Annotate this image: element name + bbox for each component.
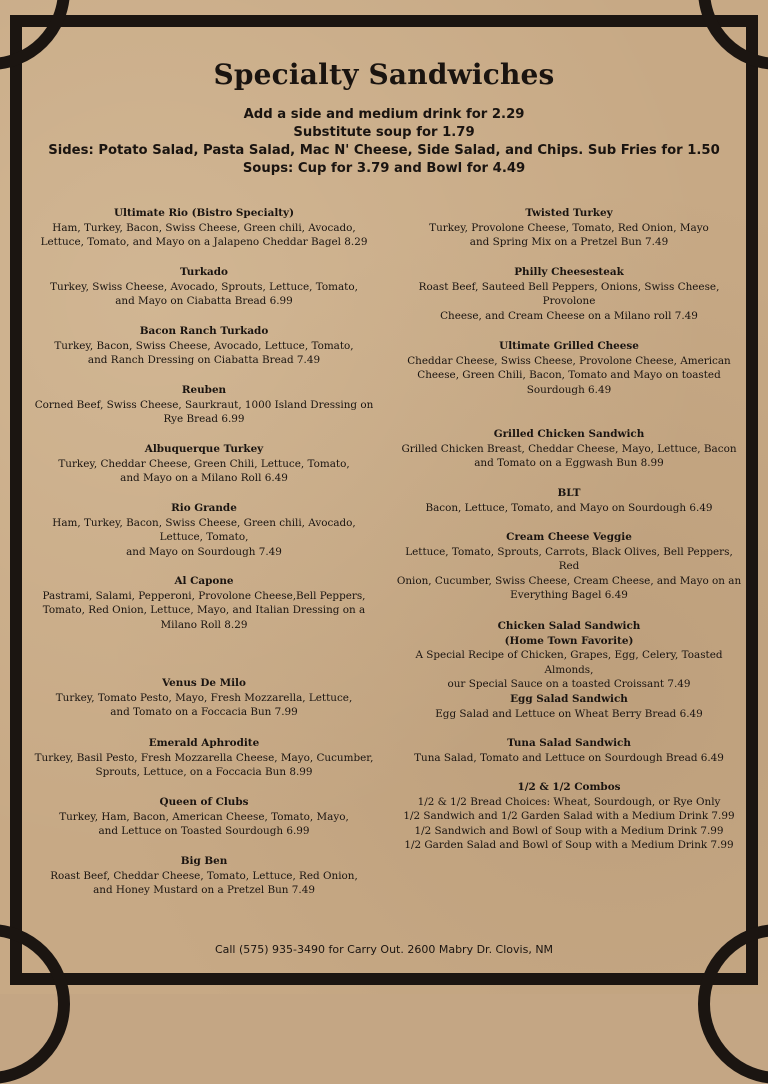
menu-item-line: Roast Beef, Sauteed Bell Peppers, Onions, Swiss Cheese, Provolone (418, 280, 720, 308)
menu-item-name: Cream Cheese Veggie (506, 531, 632, 543)
menu-item-line: Lettuce, Tomato, Sprouts, Carrots, Black Olives, Bell Peppers, Red (405, 545, 733, 573)
menu-item-name: Egg Salad Sandwich (510, 693, 628, 705)
menu-item-line: Pastrami, Salami, Pepperoni, Provolone Cheese,Bell Peppers, (42, 589, 366, 602)
menu-item-line: Turkey, Cheddar Cheese, Green Chili, Lettuce, Tomato, (58, 457, 350, 470)
menu-item-name: Rio Grande (171, 502, 237, 514)
menu-item-line: our Special Sauce on a toasted Croissant 7.49 (447, 678, 691, 691)
menu-item-line: 1/2 Garden Salad and Bowl of Soup with a Medium Drink 7.99 (404, 839, 734, 852)
menu-item-line: 1/2 Sandwich and 1/2 Garden Salad with a Medium Drink 7.99 (403, 810, 735, 823)
menu-item (34, 442, 374, 486)
menu-item (395, 530, 743, 603)
menu-item-line: Everything Bagel 6.49 (510, 589, 628, 602)
menu-item (395, 206, 743, 250)
menu-item (34, 324, 374, 368)
menu-item-line: Ham, Turkey, Bacon, Swiss Cheese, Green chili, Avocado, (52, 516, 356, 529)
menu-item-line: Corned Beef, Swiss Cheese, Saurkraut, 1000 Island Dressing on (34, 398, 374, 411)
menu-item (395, 427, 743, 471)
menu-item-line: Onion, Cucumber, Swiss Cheese, Cream Cheese, and Mayo on an (396, 574, 742, 587)
menu-item-line: Cheddar Cheese, Swiss Cheese, Provolone Cheese, American (407, 354, 731, 367)
menu-item-line: Bacon, Lettuce, Tomato, and Mayo on Sourdough 6.49 (425, 501, 713, 514)
menu-item-line: Rye Bread 6.99 (163, 413, 245, 426)
menu-item-name: Ultimate Rio (Bistro Specialty) (113, 207, 295, 219)
info-line: Soups: Cup for 3.79 and Bowl for 4.49 (242, 161, 526, 176)
menu-item-name: Emerald Aphrodite (148, 737, 260, 749)
menu-item-line: Grilled Chicken Breast, Cheddar Cheese, Mayo, Lettuce, Bacon (401, 442, 737, 455)
menu-item-line: Egg Salad and Lettuce on Wheat Berry Bread 6.49 (435, 707, 703, 720)
info-line: Add a side and medium drink for 2.29 (243, 107, 525, 122)
contact-footer: Call (575) 935-3490 for Carry Out. 2600 Mabry Dr. Clovis, NM (214, 943, 554, 956)
menu-item-name: Ultimate Grilled Cheese (499, 340, 639, 352)
menu-item-name: BLT (557, 487, 581, 499)
menu-item (34, 206, 374, 250)
menu-item-line: Turkey, Basil Pesto, Fresh Mozzarella Cheese, Mayo, Cucumber, (34, 751, 374, 764)
menu-item-line: Turkey, Bacon, Swiss Cheese, Avocado, Lettuce, Tomato, (54, 339, 354, 352)
menu-item-name: Big Ben (180, 855, 228, 867)
info-line: Substitute soup for 1.79 (293, 125, 475, 140)
menu-item (34, 676, 374, 720)
menu-item-name: Philly Cheesesteak (514, 266, 624, 278)
menu-item (395, 736, 743, 765)
menu-item-name: Chicken Salad Sandwich (497, 620, 641, 632)
menu-item (34, 795, 374, 839)
menu-item-line: Tomato, Red Onion, Lettuce, Mayo, and Italian Dressing on a (42, 604, 366, 617)
menu-item (34, 574, 374, 632)
menu-item-line: Cheese, Green Chili, Bacon, Tomato and Mayo on toasted (417, 369, 721, 382)
menu-item-line: Sourdough 6.49 (526, 383, 612, 396)
menu-item (395, 339, 743, 397)
menu-item-line: Turkey, Ham, Bacon, American Cheese, Tomato, Mayo, (59, 810, 349, 823)
menu-item-line: and Spring Mix on a Pretzel Bun 7.49 (469, 236, 669, 249)
menu-item-line: Roast Beef, Cheddar Cheese, Tomato, Lettuce, Red Onion, (50, 869, 358, 882)
menu-item-line: and Mayo on a Milano Roll 6.49 (120, 472, 288, 485)
menu-item-line: and Mayo on Ciabatta Bread 6.99 (115, 295, 293, 308)
menu-item-line: Milano Roll 8.29 (160, 618, 248, 631)
menu-item-line: Lettuce, Tomato, and Mayo on a Jalapeno Cheddar Bagel 8.29 (40, 236, 368, 249)
pricing-info (0, 106, 768, 178)
menu-item-line: and Mayo on Sourdough 7.49 (126, 545, 282, 558)
menu-item-line: and Tomato on a Eggwash Bun 8.99 (474, 457, 664, 470)
menu-item-name: Tuna Salad Sandwich (507, 737, 631, 749)
menu-item (34, 736, 374, 780)
menu-item-name: 1/2 & 1/2 Combos (517, 781, 621, 793)
menu-item-line: Ham, Turkey, Bacon, Swiss Cheese, Green chili, Avocado, (52, 221, 356, 234)
menu-item-line: and Tomato on a Foccacia Bun 7.99 (110, 706, 298, 719)
menu-item-line: Turkey, Tomato Pesto, Mayo, Fresh Mozzarella, Lettuce, (55, 691, 353, 704)
menu-item-line: Tuna Salad, Tomato and Lettuce on Sourdough Bread 6.49 (414, 751, 724, 764)
menu-item-name: Reuben (181, 384, 227, 396)
page-title: Specialty Sandwiches (213, 58, 555, 91)
menu-item-line: 1/2 & 1/2 Bread Choices: Wheat, Sourdough, or Rye Only (417, 795, 721, 808)
menu-item-name: Grilled Chicken Sandwich (493, 428, 645, 440)
menu-item-line: Lettuce, Tomato, (159, 531, 249, 544)
menu-item (395, 780, 743, 853)
menu-item-line: and Ranch Dressing on Ciabatta Bread 7.49 (87, 354, 321, 367)
menu-item-name: Twisted Turkey (525, 207, 613, 219)
menu-item-line: Cheese, and Cream Cheese on a Milano roll 7.49 (440, 309, 698, 322)
menu-item (34, 501, 374, 559)
menu-item-line: and Honey Mustard on a Pretzel Bun 7.49 (93, 884, 315, 897)
menu-item-subtitle: (Home Town Favorite) (504, 634, 634, 647)
menu-item (395, 486, 743, 515)
menu-item-line: and Lettuce on Toasted Sourdough 6.99 (98, 825, 310, 838)
menu-item-name: Turkado (180, 266, 228, 278)
menu-item (34, 265, 374, 309)
menu-item-name: Albuquerque Turkey (144, 443, 264, 455)
menu-item (34, 383, 374, 427)
menu-item-line: 1/2 Sandwich and Bowl of Soup with a Medium Drink 7.99 (414, 824, 724, 837)
menu-item-line: Turkey, Swiss Cheese, Avocado, Sprouts, Lettuce, Tomato, (50, 280, 358, 293)
menu-item-line: Turkey, Provolone Cheese, Tomato, Red Onion, Mayo (429, 221, 709, 234)
menu-item-name: Queen of Clubs (159, 796, 249, 808)
menu-item (395, 265, 743, 323)
menu-item-name: Al Capone (174, 575, 234, 587)
info-line: Sides: Potato Salad, Pasta Salad, Mac N' Cheese, Side Salad, and Chips. Sub Fries for 1.50 (48, 143, 720, 158)
menu-item-line: Sprouts, Lettuce, on a Foccacia Bun 8.99 (95, 766, 313, 779)
menu-item-name: Venus De Milo (162, 677, 246, 689)
menu-item (395, 619, 743, 692)
menu-item (395, 692, 743, 721)
menu-item (34, 854, 374, 898)
menu-item-line: A Special Recipe of Chicken, Grapes, Egg, Celery, Toasted Almonds, (415, 649, 723, 676)
menu-item-name: Bacon Ranch Turkado (139, 325, 269, 337)
